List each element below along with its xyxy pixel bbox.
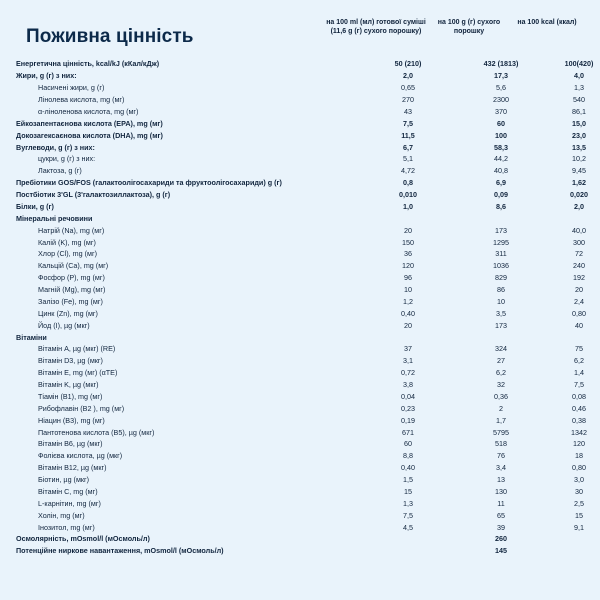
nutrient-label: Магній (Mg), mg (мг) xyxy=(38,285,106,295)
nutrient-value-col1: 1,3 xyxy=(403,498,413,508)
nutrient-value-col2: 60 xyxy=(497,118,505,128)
nutrient-value-col3: 540 xyxy=(573,95,585,105)
nutrient-value-col1: 671 xyxy=(402,427,414,437)
nutrient-value-col3: 15 xyxy=(575,510,583,520)
nutrient-value-col1: 2,0 xyxy=(403,71,413,81)
nutrient-value-col3: 9,45 xyxy=(572,166,586,176)
nutrient-value-col3: 9,1 xyxy=(574,522,584,532)
nutrient-label: Жири, g (г) з них: xyxy=(16,71,77,81)
nutrient-value-col1: 43 xyxy=(404,106,412,116)
nutrient-label: Вітаміни xyxy=(16,332,47,342)
nutrient-value-col2: 65 xyxy=(497,510,505,520)
nutrient-label: Ейкозапентаєнова кислота (EPA), mg (мг) xyxy=(16,118,163,128)
nutrient-value-col1: 1,0 xyxy=(403,201,413,211)
nutrient-value-col1: 36 xyxy=(404,249,412,259)
nutrient-value-col3: 18 xyxy=(575,451,583,461)
table-row xyxy=(16,153,600,165)
table-header xyxy=(16,18,584,48)
table-row xyxy=(16,201,600,213)
nutrient-value-col2: 5,6 xyxy=(496,83,506,93)
nutrient-value-col3: 0,08 xyxy=(572,391,586,401)
nutrient-value-col1: 0,65 xyxy=(401,83,415,93)
nutrient-label: Вітамін K, µg (мкг) xyxy=(38,380,99,390)
table-row xyxy=(16,248,600,260)
nutrient-value-col2: 2 xyxy=(499,403,503,413)
nutrient-value-col3: 2,5 xyxy=(574,498,584,508)
table-row xyxy=(16,94,600,106)
nutrient-value-col1: 4,5 xyxy=(403,522,413,532)
nutrient-value-col3: 15,0 xyxy=(572,118,586,128)
nutrient-value-col3: 86,1 xyxy=(572,106,586,116)
table-row xyxy=(16,319,600,331)
table-row xyxy=(16,343,600,355)
nutrient-value-col2: 173 xyxy=(495,320,507,330)
nutrient-value-col2: 76 xyxy=(497,451,505,461)
nutrient-value-col1: 6,7 xyxy=(403,142,413,152)
nutrient-value-col3: 40,0 xyxy=(572,225,586,235)
nutrient-value-col3: 10,2 xyxy=(572,154,586,164)
nutrient-value-col1: 1,5 xyxy=(403,475,413,485)
nutrient-value-col3 xyxy=(542,533,600,545)
nutrient-value-col1: 270 xyxy=(402,95,414,105)
nutrient-value-col3: 192 xyxy=(573,273,585,283)
nutrient-value-col2: 324 xyxy=(495,344,507,354)
nutrient-value-col1 xyxy=(356,533,460,545)
nutrient-value-col2: 0,09 xyxy=(494,190,508,200)
nutrient-value-col3: 6,2 xyxy=(574,356,584,366)
nutrient-value-col1 xyxy=(356,331,460,343)
nutrient-value-col3: 13,5 xyxy=(572,142,586,152)
table-row xyxy=(16,236,600,248)
nutrient-value-col2: 10 xyxy=(497,296,505,306)
nutrient-value-col2 xyxy=(460,212,542,224)
nutrient-value-col3: 72 xyxy=(575,249,583,259)
table-row xyxy=(16,82,600,94)
nutrient-value-col3: 20 xyxy=(575,285,583,295)
nutrition-table xyxy=(16,58,600,557)
nutrient-label: Мінеральні речовини xyxy=(16,213,93,223)
nutrient-label: Тіамін (B1), mg (мг) xyxy=(38,391,103,401)
table-row xyxy=(16,331,600,343)
table-row xyxy=(16,497,600,509)
table-row xyxy=(16,545,600,557)
nutrient-value-col3: 120 xyxy=(573,439,585,449)
nutrient-label: Натрій (Na), mg (мг) xyxy=(38,225,105,235)
nutrient-value-col1 xyxy=(356,545,460,557)
nutrient-value-col1: 4,72 xyxy=(401,166,415,176)
nutrient-value-col3: 30 xyxy=(575,486,583,496)
nutrient-label: Біотин, µg (мкг) xyxy=(38,475,90,485)
nutrient-value-col2: 130 xyxy=(495,486,507,496)
nutrient-value-col2: 1036 xyxy=(493,261,509,271)
nutrient-label: Вітамін A, µg (мкг) (RE) xyxy=(38,344,116,354)
nutrient-label: Вітамін E, mg (мг) (αTE) xyxy=(38,368,118,378)
nutrient-label: Насичені жири, g (г) xyxy=(38,83,105,93)
nutrient-value-col1: 3,8 xyxy=(403,380,413,390)
nutrient-value-col1: 37 xyxy=(404,344,412,354)
table-row xyxy=(16,70,600,82)
nutrient-value-col3: 100(420) xyxy=(564,59,594,69)
nutrient-value-col3: 0,46 xyxy=(572,403,586,413)
nutrient-value-col2: 3,4 xyxy=(496,463,506,473)
nutrient-value-col1 xyxy=(356,212,460,224)
nutrient-label: Лактоза, g (г) xyxy=(38,166,82,176)
table-row xyxy=(16,165,600,177)
nutrient-value-col2: 6,9 xyxy=(496,178,506,188)
column-header-per-100ml: на 100 ml (мл) готової суміші (11,6 g (г) сухого порошку) xyxy=(326,19,426,36)
table-row xyxy=(16,355,600,367)
nutrient-value-col2: 3,5 xyxy=(496,308,506,318)
column-header-per-100kcal: на 100 kcal (ккал) xyxy=(517,19,577,26)
nutrient-label: Цинк (Zn), mg (мг) xyxy=(38,308,98,318)
nutrient-value-col3: 3,0 xyxy=(574,475,584,485)
nutrient-value-col2: 829 xyxy=(495,273,507,283)
nutrient-value-col1: 0,19 xyxy=(401,415,415,425)
table-row xyxy=(16,117,600,129)
nutrient-value-col2: 260 xyxy=(495,534,507,544)
table-row xyxy=(16,414,600,426)
nutrient-label: Потенційне ниркове навантаження, mOsmol/l (мОсмоль/л) xyxy=(16,546,224,556)
nutrient-value-col2: 5795 xyxy=(493,427,509,437)
nutrient-value-col3: 40 xyxy=(575,320,583,330)
nutrient-label: L-карнітин, mg (мг) xyxy=(38,498,101,508)
nutrient-value-col3: 0,020 xyxy=(570,190,588,200)
nutrient-value-col3: 23,0 xyxy=(572,130,586,140)
nutrient-value-col3: 2,0 xyxy=(574,201,584,211)
nutrient-value-col1: 150 xyxy=(402,237,414,247)
nutrient-label: Інозитол, mg (мг) xyxy=(38,522,95,532)
table-row xyxy=(16,462,600,474)
nutrient-label: Постбіотик 3'GL (3'галактозиллактоза), g (г) xyxy=(16,190,171,200)
table-row xyxy=(16,307,600,319)
nutrient-label: α-ліноленова кислота, mg (мг) xyxy=(38,106,139,116)
nutrient-label: Пантотенова кислота (B5), µg (мкг) xyxy=(38,427,155,437)
nutrient-label: Білки, g (г) xyxy=(16,201,54,211)
table-row xyxy=(16,426,600,438)
nutrient-label: Хлор (Cl), mg (мг) xyxy=(38,249,97,259)
table-row xyxy=(16,533,600,545)
nutrient-value-col2: 100 xyxy=(495,130,507,140)
table-row xyxy=(16,509,600,521)
nutrient-value-col1: 0,72 xyxy=(401,368,415,378)
nutrient-value-col2: 44,2 xyxy=(494,154,508,164)
nutrient-value-col2: 173 xyxy=(495,225,507,235)
table-row xyxy=(16,177,600,189)
column-headers xyxy=(324,18,584,37)
table-row xyxy=(16,379,600,391)
nutrient-label: Залізо (Fe), mg (мг) xyxy=(38,296,103,306)
nutrient-value-col3: 1,62 xyxy=(572,178,586,188)
nutrient-value-col2: 17,3 xyxy=(494,71,508,81)
nutrient-label: Йод (I), µg (мкг) xyxy=(38,320,90,330)
nutrient-label: Докозагексаєнова кислота (DHA), mg (мг) xyxy=(16,130,163,140)
table-row xyxy=(16,438,600,450)
nutrient-value-col3: 0,38 xyxy=(572,415,586,425)
nutrition-table-body xyxy=(16,58,600,557)
nutrient-value-col3: 2,4 xyxy=(574,296,584,306)
nutrient-value-col2: 27 xyxy=(497,356,505,366)
table-row xyxy=(16,189,600,201)
nutrient-value-col1: 7,5 xyxy=(403,118,413,128)
nutrient-value-col2 xyxy=(460,331,542,343)
nutrient-value-col1: 0,23 xyxy=(401,403,415,413)
nutrient-value-col2: 1,7 xyxy=(496,415,506,425)
table-row xyxy=(16,58,600,70)
nutrient-label: Рибофлавін (B2 ), mg (мг) xyxy=(38,403,125,413)
table-row xyxy=(16,260,600,272)
page-title: Поживна цінність xyxy=(26,26,194,47)
table-row xyxy=(16,450,600,462)
nutrient-value-col2: 58,3 xyxy=(494,142,508,152)
nutrient-value-col1: 0,8 xyxy=(403,178,413,188)
nutrient-value-col2: 13 xyxy=(497,475,505,485)
table-row xyxy=(16,284,600,296)
nutrient-value-col3: 4,0 xyxy=(574,71,584,81)
nutrient-label: Пребіотики GOS/FOS (галактоолігосахариди та фруктоолігосахариди) g (г) xyxy=(16,178,282,188)
nutrient-label: Енергетична цінність, kcal/kJ (кКал/кДж) xyxy=(16,59,160,69)
nutrient-value-col3: 240 xyxy=(573,261,585,271)
nutrient-value-col2: 0,36 xyxy=(494,391,508,401)
nutrient-value-col3: 300 xyxy=(573,237,585,247)
nutrient-value-col1: 8,8 xyxy=(403,451,413,461)
nutrient-value-col2: 2300 xyxy=(493,95,509,105)
nutrient-value-col2: 145 xyxy=(495,546,507,556)
nutrient-label: Вітамін D3, µg (мкг) xyxy=(38,356,103,366)
nutrient-value-col1: 0,04 xyxy=(401,391,415,401)
nutrient-value-col1: 0,40 xyxy=(401,308,415,318)
nutrient-label: Лінолева кислота, mg (мг) xyxy=(38,95,125,105)
nutrient-value-col1: 0,010 xyxy=(399,190,417,200)
nutrient-value-col3: 75 xyxy=(575,344,583,354)
table-row xyxy=(16,212,600,224)
nutrient-value-col2: 1295 xyxy=(493,237,509,247)
table-row xyxy=(16,367,600,379)
nutrient-value-col2: 39 xyxy=(497,522,505,532)
nutrient-value-col1: 60 xyxy=(404,439,412,449)
table-row xyxy=(16,391,600,403)
nutrient-value-col2: 518 xyxy=(495,439,507,449)
nutrient-value-col2: 6,2 xyxy=(496,368,506,378)
nutrient-value-col3: 1342 xyxy=(571,427,587,437)
nutrient-value-col2: 8,6 xyxy=(496,201,506,211)
column-header-per-100g: на 100 g (г) сухого порошку xyxy=(437,19,501,36)
nutrient-label: Вітамін B12, µg (мкг) xyxy=(38,463,107,473)
nutrient-label: Вуглеводи, g (г) з них: xyxy=(16,142,95,152)
nutrient-value-col3: 1,4 xyxy=(574,368,584,378)
nutrient-value-col2: 11 xyxy=(497,498,505,508)
nutrient-value-col1: 10 xyxy=(404,285,412,295)
nutrient-label: Фолієва кислота, µg (мкг) xyxy=(38,451,123,461)
nutrient-value-col1: 5,1 xyxy=(403,154,413,164)
table-row xyxy=(16,296,600,308)
table-row xyxy=(16,486,600,498)
nutrient-value-col3 xyxy=(542,212,600,224)
table-row xyxy=(16,402,600,414)
nutrient-value-col2: 370 xyxy=(495,106,507,116)
table-row xyxy=(16,141,600,153)
nutrient-value-col1: 0,40 xyxy=(401,463,415,473)
nutrient-label: Калій (K), mg (мг) xyxy=(38,237,96,247)
nutrient-value-col1: 96 xyxy=(404,273,412,283)
nutrient-value-col3: 0,80 xyxy=(572,463,586,473)
nutrient-label: Кальцій (Ca), mg (мг) xyxy=(38,261,109,271)
nutrient-value-col3: 7,5 xyxy=(574,380,584,390)
nutrient-value-col1: 50 (210) xyxy=(394,59,422,69)
table-row xyxy=(16,224,600,236)
nutrient-value-col2: 432 (1813) xyxy=(483,59,519,69)
nutrient-value-col1: 11,5 xyxy=(401,130,415,140)
nutrient-value-col1: 20 xyxy=(404,320,412,330)
table-row xyxy=(16,272,600,284)
nutrient-label: Ніацин (B3), mg (мг) xyxy=(38,415,105,425)
nutrient-value-col2: 86 xyxy=(497,285,505,295)
nutrient-value-col1: 15 xyxy=(404,486,412,496)
nutrient-value-col3: 1,3 xyxy=(574,83,584,93)
nutrient-label: цукри, g (г) з них: xyxy=(38,154,96,164)
nutrient-value-col3 xyxy=(542,331,600,343)
nutrient-label: Холін, mg (мг) xyxy=(38,510,85,520)
nutrient-label: Фосфор (P), mg (мг) xyxy=(38,273,105,283)
nutrient-value-col1: 3,1 xyxy=(403,356,413,366)
nutrient-value-col2: 40,8 xyxy=(494,166,508,176)
table-row xyxy=(16,474,600,486)
table-row xyxy=(16,106,600,118)
nutrient-value-col1: 1,2 xyxy=(403,296,413,306)
nutrient-value-col1: 20 xyxy=(404,225,412,235)
table-row xyxy=(16,129,600,141)
nutrient-label: Осмолярність, mOsmol/l (мОсмоль/л) xyxy=(16,534,150,544)
nutrient-label: Вітамін B6, µg (мкг) xyxy=(38,439,103,449)
nutrient-label: Вітамін C, mg (мг) xyxy=(38,486,98,496)
nutrient-value-col2: 311 xyxy=(495,249,507,259)
nutrient-value-col3 xyxy=(542,545,600,557)
nutrient-value-col3: 0,80 xyxy=(572,308,586,318)
table-row xyxy=(16,521,600,533)
nutrient-value-col2: 32 xyxy=(497,380,505,390)
nutrient-value-col1: 7,5 xyxy=(403,510,413,520)
nutrient-value-col1: 120 xyxy=(402,261,414,271)
